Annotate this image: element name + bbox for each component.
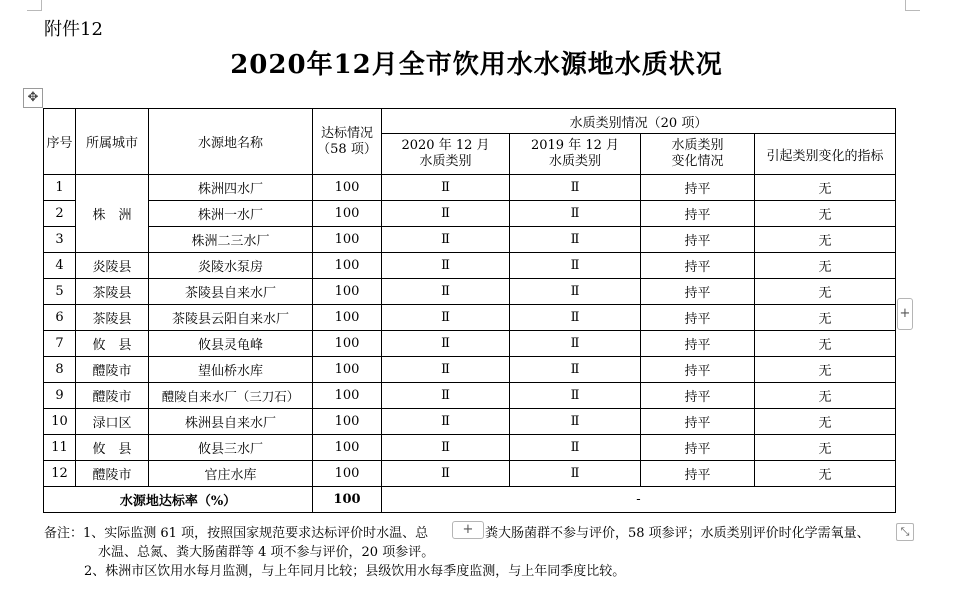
cell-change[interactable]: 持平 (641, 305, 755, 331)
cell-cat2019[interactable]: Ⅱ (510, 409, 641, 435)
cell-city[interactable]: 醴陵市 (76, 357, 149, 383)
cell-change[interactable]: 持平 (641, 175, 755, 201)
cell-cat2020[interactable]: Ⅱ (382, 331, 510, 357)
table-row (44, 383, 896, 409)
cell-city[interactable]: 攸 县 (76, 331, 149, 357)
cell-source[interactable]: 醴陵自来水厂（三刀石） (149, 383, 313, 409)
cell-index[interactable]: 5 (44, 279, 76, 305)
cell-standard[interactable]: 100 (313, 253, 382, 279)
header-standard-line2: （58 项） (317, 141, 377, 157)
cell-source[interactable]: 株洲一水厂 (149, 201, 313, 227)
note-line-1-tail: 粪大肠菌群不参与评价，58 项参评；水质类别评价时化学需氧量、 (485, 526, 870, 541)
cell-index[interactable]: 6 (44, 305, 76, 331)
cell-source[interactable]: 茶陵县自来水厂 (149, 279, 313, 305)
header-cat2020-line1: 2020 年 12 月 (401, 138, 490, 153)
header-cat2019-line1: 2019 年 12 月 (530, 138, 620, 153)
cell-city[interactable]: 茶陵县 (76, 279, 149, 305)
cell-city-zhuzhou[interactable]: 株 洲 (76, 175, 149, 253)
cell-cat2019[interactable]: Ⅱ (510, 175, 641, 201)
cell-source[interactable]: 株洲县自来水厂 (149, 409, 313, 435)
cell-cat2019[interactable]: Ⅱ (510, 357, 641, 383)
cell-change[interactable]: 持平 (641, 279, 755, 305)
cell-cat2019[interactable]: Ⅱ (510, 201, 641, 227)
table-row (44, 279, 896, 305)
cell-cat2020[interactable]: Ⅱ (382, 435, 510, 461)
cell-city[interactable]: 炎陵县 (76, 253, 149, 279)
cell-source[interactable]: 攸县灵龟峰 (149, 331, 313, 357)
header-city: 所属城市 (76, 109, 149, 175)
cell-cat2019[interactable]: Ⅱ (510, 253, 641, 279)
cell-cat2020[interactable]: Ⅱ (382, 383, 510, 409)
table-row (44, 435, 896, 461)
cell-indicator[interactable]: 无 (755, 305, 896, 331)
cell-cat2020[interactable]: Ⅱ (382, 305, 510, 331)
page-corner-mark-right (905, 0, 920, 11)
cell-standard[interactable]: 100 (313, 201, 382, 227)
document-title: 2020年12月全市饮用水水源地水质状况 (230, 50, 723, 80)
cell-indicator[interactable]: 无 (755, 175, 896, 201)
table-row (44, 331, 896, 357)
plus-icon: + (899, 306, 911, 321)
cell-source[interactable]: 株洲四水厂 (149, 175, 313, 201)
header-change-line1: 水质类别 (671, 138, 724, 153)
cell-cat2019[interactable]: Ⅱ (510, 435, 641, 461)
cell-indicator[interactable]: 无 (755, 253, 896, 279)
cell-standard[interactable]: 100 (313, 461, 382, 487)
cell-index[interactable]: 8 (44, 357, 76, 383)
header-cat2019 (510, 134, 641, 175)
table-row (44, 461, 896, 487)
move-cross-icon: ✥ (27, 90, 39, 105)
cell-cat2020[interactable]: Ⅱ (382, 253, 510, 279)
cell-cat2020[interactable]: Ⅱ (382, 227, 510, 253)
header-standard (313, 109, 382, 175)
cell-indicator[interactable]: 无 (755, 383, 896, 409)
cell-index[interactable]: 1 (44, 175, 76, 201)
cell-index[interactable]: 12 (44, 461, 76, 487)
cell-change[interactable]: 持平 (641, 331, 755, 357)
cell-index[interactable]: 7 (44, 331, 76, 357)
add-column-button[interactable] (897, 298, 913, 330)
cell-change[interactable]: 持平 (641, 201, 755, 227)
table-row (44, 357, 896, 383)
cell-cat2019[interactable]: Ⅱ (510, 461, 641, 487)
cell-cat2019[interactable]: Ⅱ (510, 227, 641, 253)
cell-indicator[interactable]: 无 (755, 331, 896, 357)
header-standard-line1: 达标情况 (320, 125, 373, 141)
footer-value[interactable]: 100 (313, 487, 382, 513)
cell-source[interactable]: 攸县三水厂 (149, 435, 313, 461)
footer-category-value[interactable]: - (382, 487, 896, 513)
table-row (44, 253, 896, 279)
table-move-handle[interactable] (23, 88, 43, 108)
cell-standard[interactable]: 100 (313, 357, 382, 383)
cell-cat2019[interactable]: Ⅱ (510, 383, 641, 409)
cell-cat2020[interactable]: Ⅱ (382, 175, 510, 201)
cell-cat2020[interactable]: Ⅱ (382, 357, 510, 383)
cell-source[interactable]: 茶陵县云阳自来水厂 (149, 305, 313, 331)
cell-indicator[interactable]: 无 (755, 357, 896, 383)
cell-standard[interactable]: 100 (313, 279, 382, 305)
cell-index[interactable]: 11 (44, 435, 76, 461)
cell-source[interactable]: 官庄水库 (149, 461, 313, 487)
cell-change[interactable]: 持平 (641, 357, 755, 383)
cell-indicator[interactable]: 无 (755, 461, 896, 487)
cell-source[interactable]: 望仙桥水库 (149, 357, 313, 383)
cell-city[interactable]: 醴陵市 (76, 383, 149, 409)
cell-change[interactable]: 持平 (641, 435, 755, 461)
cell-cat2020[interactable]: Ⅱ (382, 201, 510, 227)
cell-cat2020[interactable]: Ⅱ (382, 279, 510, 305)
cell-index[interactable]: 9 (44, 383, 76, 409)
note-line-2: 水温、总氮、粪大肠菌群等 4 项不参与评价，20 项参评。 (98, 545, 435, 560)
cell-cat2019[interactable]: Ⅱ (510, 279, 641, 305)
header-change (641, 134, 755, 175)
cell-change[interactable]: 持平 (641, 409, 755, 435)
cell-city[interactable]: 攸 县 (76, 435, 149, 461)
note-line-3: 2、株洲市区饮用水每月监测，与上年同月比较；县级饮用水每季度监测，与上年同季度比较。 (84, 564, 626, 579)
plus-icon: + (462, 522, 474, 537)
water-quality-table (43, 108, 896, 513)
add-row-button[interactable] (452, 521, 484, 539)
cell-indicator[interactable]: 无 (755, 435, 896, 461)
cell-indicator[interactable]: 无 (755, 201, 896, 227)
cell-city[interactable]: 茶陵县 (76, 305, 149, 331)
header-index: 序号 (44, 109, 76, 175)
header-cat2019-line2: 水质类别 (548, 154, 601, 169)
cell-source[interactable]: 炎陵水泵房 (149, 253, 313, 279)
cell-cat2019[interactable]: Ⅱ (510, 331, 641, 357)
cell-cat2020[interactable]: Ⅱ (382, 461, 510, 487)
cell-standard[interactable]: 100 (313, 409, 382, 435)
header-cat2020-line2: 水质类别 (419, 154, 472, 169)
cell-standard[interactable]: 100 (313, 305, 382, 331)
table-row (44, 227, 896, 253)
cell-standard[interactable]: 100 (313, 175, 382, 201)
header-change-line2: 变化情况 (671, 154, 724, 169)
header-category-group: 水质类别情况（20 项） (382, 109, 896, 134)
cell-standard[interactable]: 100 (313, 383, 382, 409)
cell-index[interactable]: 2 (44, 201, 76, 227)
cell-source[interactable]: 株洲二三水厂 (149, 227, 313, 253)
cell-city[interactable]: 醴陵市 (76, 461, 149, 487)
cell-change[interactable]: 持平 (641, 253, 755, 279)
cell-index[interactable]: 4 (44, 253, 76, 279)
page-corner-mark-left (27, 0, 42, 11)
cell-standard[interactable]: 100 (313, 435, 382, 461)
header-source: 水源地名称 (149, 109, 313, 175)
header-cat2020 (382, 134, 510, 175)
header-indicator: 引起类别变化的指标 (755, 134, 896, 175)
cell-indicator[interactable]: 无 (755, 409, 896, 435)
cell-indicator[interactable]: 无 (755, 227, 896, 253)
cell-change[interactable]: 持平 (641, 461, 755, 487)
cell-change[interactable]: 持平 (641, 227, 755, 253)
footer-label[interactable]: 水源地达标率（%） (44, 487, 313, 513)
cell-change[interactable]: 持平 (641, 383, 755, 409)
diagonal-arrows-icon: ⤡ (900, 525, 910, 538)
cell-index[interactable]: 10 (44, 409, 76, 435)
table-row (44, 175, 896, 201)
cell-cat2019[interactable]: Ⅱ (510, 305, 641, 331)
cell-cat2020[interactable]: Ⅱ (382, 409, 510, 435)
table-resize-handle[interactable] (896, 523, 914, 541)
cell-indicator[interactable]: 无 (755, 279, 896, 305)
table-row (44, 201, 896, 227)
cell-standard[interactable]: 100 (313, 331, 382, 357)
cell-standard[interactable]: 100 (313, 227, 382, 253)
table-row (44, 305, 896, 331)
attachment-label: 附件12 (44, 19, 103, 40)
table-footer-row (44, 487, 896, 513)
cell-city[interactable]: 渌口区 (76, 409, 149, 435)
table-row (44, 409, 896, 435)
cell-index[interactable]: 3 (44, 227, 76, 253)
note-line-1: 备注：1、实际监测 61 项，按照国家规范要求达标评价时水温、总 (44, 526, 429, 541)
